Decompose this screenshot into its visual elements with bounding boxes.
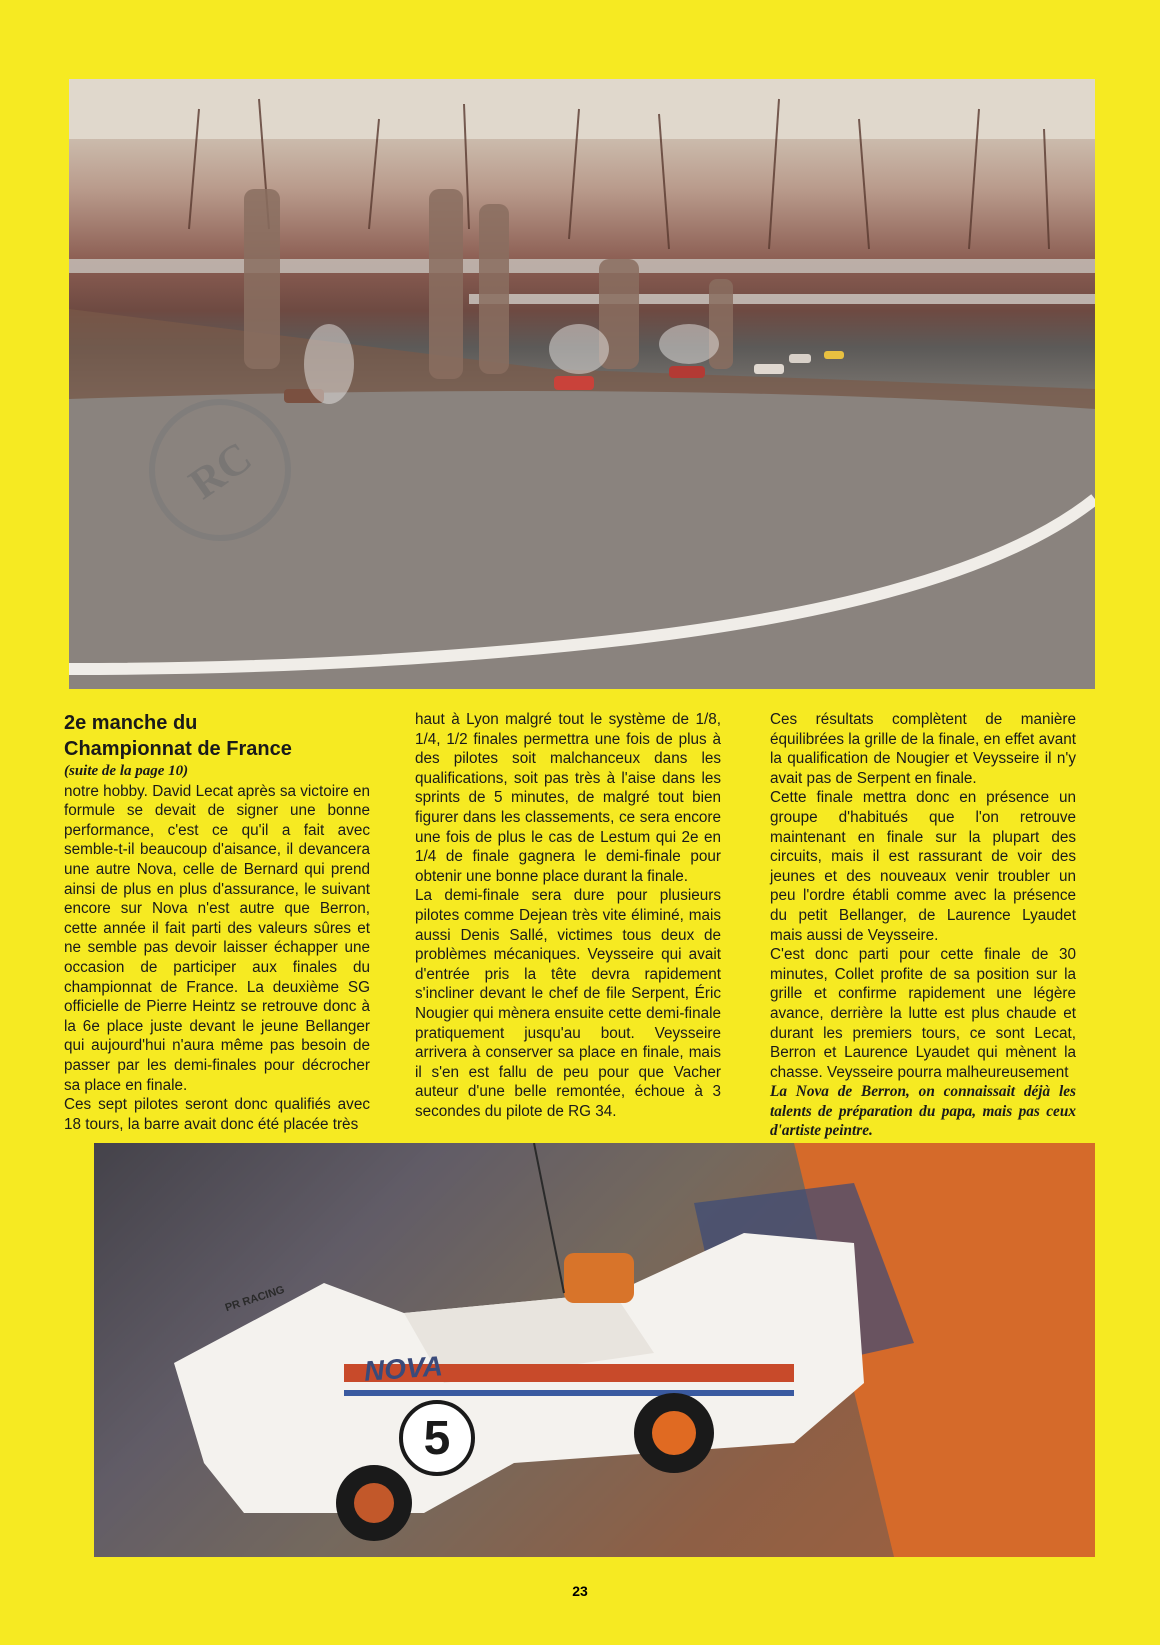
car-sponsor-text: PR RACING [223,1283,287,1315]
paragraph: haut à Lyon malgré tout le système de 1/8, 1/4, 1/2 finales permettra une fois de plus à des pilotes soit malchanceux dans les qualifications, soit pas très à l'aise dans les sprints de 5 minutes, de malgré tout bien figurer dans les classements, ce sera encore une fois de plus le cas de Lestum qui 2e en 1/4 de finale gagnera le demi-finale pour obtenir une bonne place durant la finale. [415,711,721,885]
paragraph: Ces résultats complètent de manière équilibrées la grille de la finale, en effet avant la qualification de Nougier et Veysseire il n'y avait pas de Serpent en finale. [770,711,1076,787]
article-column-3 [770,710,1076,1141]
rc-car-photo [94,1143,1095,1557]
race-track-photo [69,79,1095,689]
paragraph: C'est donc parti pour cette finale de 30 minutes, Collet profite de sa position sur la grille et confirme rapidement une légère avance, derrière la lutte est plus chaude et durant les premiers tours, ce sont Lecat, Berron et Laurence Lyaudet qui mènent la chasse. Veysseire pourra malheureusement [770,946,1076,1081]
article-heading [64,710,370,762]
paragraph: La demi-finale sera dure pour plusieurs pilotes comme Dejean très vite éliminé, mais aussi Denis Sallé, victimes tous deux de problèmes mécaniques. Veysseire qui avait d'entrée pris la tête devra rapidement s'incliner devant le chef de file Serpent, Éric Nougier qui mènera ensuite cette demi-finale pratiquement jusqu'au bout. Veysseire arrivera à conserver sa place en finale, mais il s'en est fallu de peu pour que Vacher auteur d'une belle remontée, échoue à 3 secondes du pilote de RG 34. [415,887,721,1120]
watermark-text: RC [179,431,261,509]
paragraph: Cette finale mettra donc en présence un groupe d'habitués que l'on retrouve maintenant en finale sur la plupart des circuits, mais il est rassurant de voir des jeunes et des nouveaux venir troubler un peu l'ordre établi comme avec la présence du petit Bellanger, de Laurence Lyaudet mais aussi de Veysseire. [770,789,1076,944]
heading-line-1: 2e manche du [64,712,198,734]
car-brand-text: NOVA [362,1350,444,1387]
paragraph: Ces sept pilotes seront donc qualifiés avec 18 tours, la barre avait donc été placée très [64,1096,370,1133]
car-number: 5 [423,1412,451,1465]
continued-from-note: (suite de la page 10) [64,763,189,779]
paragraph: notre hobby. David Lecat après sa victoire en formule se devait de signer une bonne performance, c'est ce qu'il a fait avec semble-t-il beaucoup d'aisance, il devancera une autre Nova, celle de Bernard qui prend ainsi de plus en plus d'assurance, le suivant encore sur Nova n'est autre que Berron, cette année il fait parti des valeurs sûres et ne semble pas devoir laisser échapper une occasion de participer aux finales du championnat de France. La deuxième SG officielle de Pierre Heintz se retrouve donc à la 6e place juste devant le jeune Bellanger qui aujourd'hui n'aura même pas besoin de passer par les demi-finales pour décrocher sa place en finale. [64,782,370,1094]
page-number: 23 [572,1583,588,1599]
heading-line-2: Championnat de France [64,738,292,760]
article-column-2 [415,710,721,1121]
article-column-1 [64,710,370,1134]
photo-caption: La Nova de Berron, on connaissait déjà les talents de préparation du papa, mais pas ceux d'artiste peintre. [770,1083,1076,1140]
